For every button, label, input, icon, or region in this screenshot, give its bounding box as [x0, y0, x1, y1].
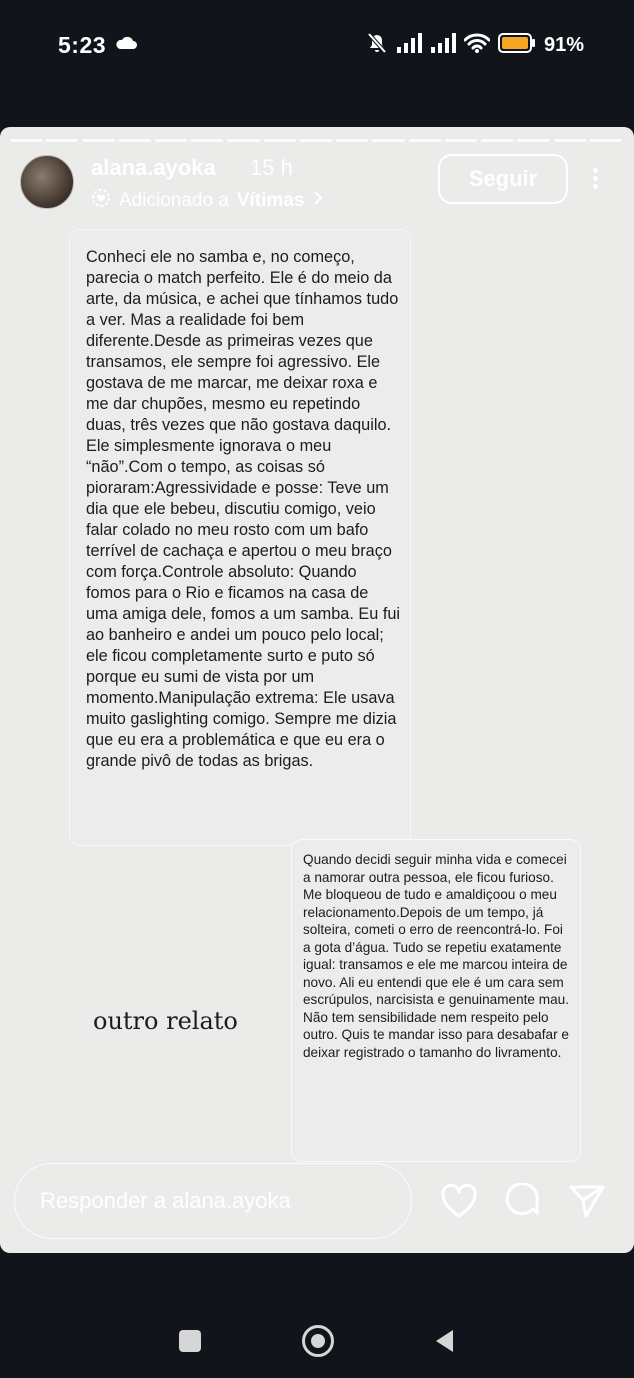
back-button[interactable] — [433, 1328, 455, 1359]
message-text-1: Conheci ele no samba e, no começo, parecia o match perfeito. Ele é do meio da arte, da música, e achei que tínhamos tudo a ver. Mas a realidade foi bem diferente.Desde as primeiras vezes que transamos, ele sempre foi agressivo. Ele gostava de me marcar, me deixar roxa e me dar chupões, mesmo eu repetindo duas, três vezes que não gostava daquilo. Ele simplesmente ignorava o meu “não”.Com o tempo, as coisas só pioraram:Agressividade e posse: Teve um dia que ele bebeu, discutiu comigo, veio falar colado no meu rosto com um bafo terrível de cachaça e apertou o meu braço com força.Controle absoluto: Quando fomos para o Rio e ficamos na casa de uma amiga dele, fomos a um samba. Eu fui ao banheiro e andei um pouco pelo local; ele ficou completamente surto e puto só porque eu sumi de vista por um momento.Manipulação extrema: Ele usava muito gaslighting comigo. Sempre me dizia que eu era a problemática e que eu era o grande pivô de todas as brigas. — [86, 248, 401, 770]
progress-segment — [264, 139, 296, 142]
progress-segment — [336, 139, 368, 142]
status-icons — [366, 32, 584, 59]
progress-segment — [300, 139, 332, 142]
comment-icon[interactable] — [504, 1183, 542, 1224]
progress-segment — [445, 139, 477, 142]
more-options-icon[interactable] — [587, 165, 603, 192]
added-prefix: Adicionado a — [119, 190, 229, 211]
progress-segment — [82, 139, 114, 142]
highlight-link[interactable] — [91, 188, 324, 214]
progress-segment — [227, 139, 259, 142]
send-icon[interactable] — [568, 1183, 606, 1224]
recents-button[interactable] — [179, 1330, 201, 1352]
system-nav-bar — [0, 1300, 634, 1378]
clock: 5:23 — [58, 32, 107, 58]
battery-icon — [498, 33, 536, 58]
heart-icon[interactable] — [440, 1183, 478, 1224]
follow-button[interactable]: Seguir — [438, 154, 568, 204]
wifi-icon — [464, 33, 490, 58]
progress-segment — [191, 139, 223, 142]
progress-segment — [46, 139, 78, 142]
message-text-2: Quando decidi seguir minha vida e comecei a namorar outra pessoa, ele ficou furioso. Me bloqueou de tudo e amaldiçoou o meu relacionamento.Depois de um tempo, já solteira, cometi o erro de reencontrá-lo. Foi a gota d’água. Tudo se repetiu exatamente igual: transamos e ele me marcou inteira de novo. Ali eu entendi que ele é um cara sem escrúpulos, narcisista e genuinamente mau. Não tem sensibilidade nem respeito pelo outro. Quis te mandar isso para desabafar e deixar registrado o tamanho do livramento. — [303, 852, 569, 1060]
progress-segment — [372, 139, 404, 142]
story-caption: outro relato — [93, 1007, 238, 1035]
post-time: 15 h — [250, 155, 293, 180]
progress-segment — [517, 139, 549, 142]
cloud-icon — [115, 36, 137, 55]
chevron-right-icon — [312, 189, 324, 213]
signal-icon — [430, 33, 456, 58]
avatar[interactable] — [20, 155, 74, 209]
mute-icon — [366, 32, 388, 59]
highlight-icon — [91, 188, 111, 214]
story-viewer[interactable] — [0, 127, 634, 1253]
signal-icon — [396, 33, 422, 58]
progress-segment — [590, 139, 622, 142]
reply-input[interactable]: Responder a alana.ayoka — [14, 1163, 412, 1239]
progress-segment — [10, 139, 42, 142]
username[interactable]: alana.ayoka — [91, 155, 216, 180]
progress-segment — [554, 139, 586, 142]
progress-segment — [481, 139, 513, 142]
progress-segment — [409, 139, 441, 142]
progress-segment — [155, 139, 187, 142]
status-bar — [0, 0, 634, 90]
battery-percent: 91% — [543, 34, 584, 56]
home-button[interactable] — [302, 1325, 334, 1357]
story-progress — [10, 139, 622, 142]
progress-segment — [119, 139, 151, 142]
highlight-name: Vítimas — [236, 190, 305, 211]
